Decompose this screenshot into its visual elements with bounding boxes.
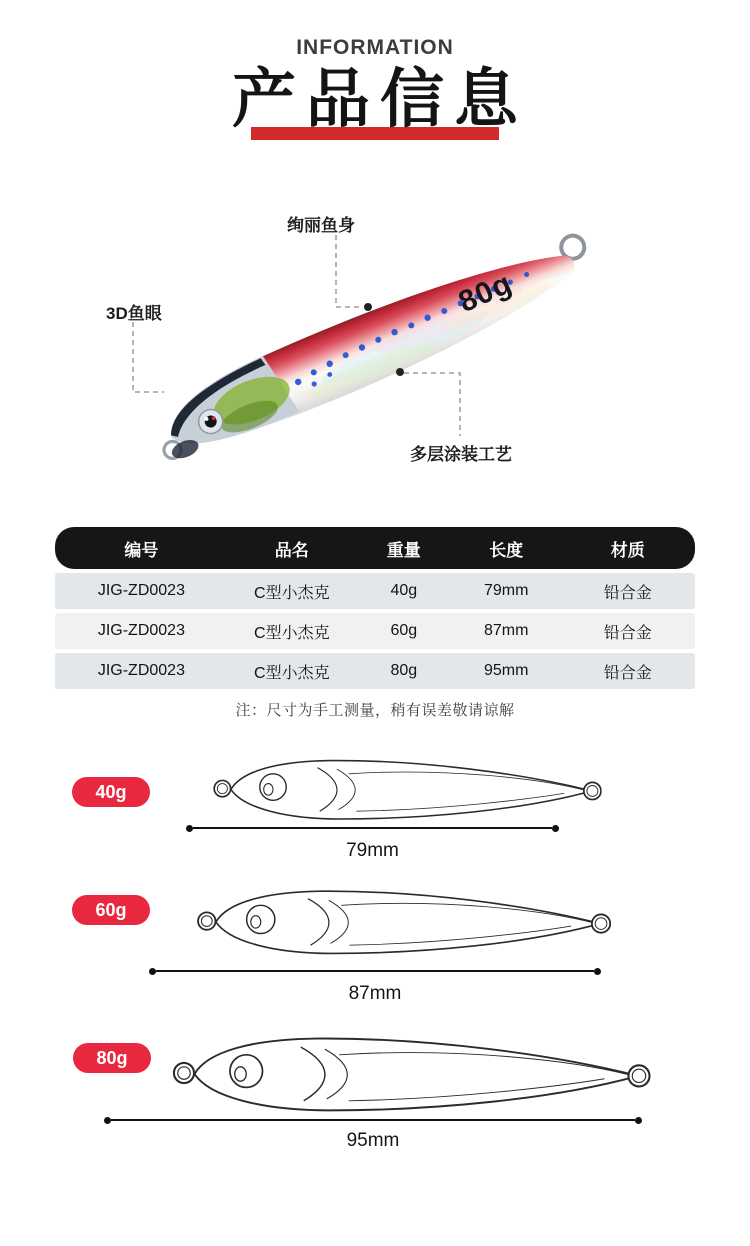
column-header-name: 品名: [274, 540, 309, 560]
cell-material: 铅合金: [603, 584, 652, 602]
cell-model: JIG-ZD0023: [97, 622, 185, 639]
column-header-material: 材质: [610, 540, 645, 560]
page-title: 产品信息: [232, 63, 528, 135]
section-eyebrow: INFORMATION: [296, 36, 454, 59]
cell-material: 铅合金: [603, 624, 652, 642]
cell-length: 95mm: [483, 662, 529, 679]
measurement-note: 注：尺寸为手工测量，稍有误差敬请谅解: [235, 702, 515, 719]
cell-model: JIG-ZD0023: [97, 662, 185, 679]
dimension-label-80g: 95mm: [346, 1130, 400, 1151]
weight-badge-80g: 80g: [73, 1043, 151, 1073]
cell-length: 87mm: [483, 622, 529, 639]
cell-weight: 40g: [390, 582, 418, 599]
spec-table: [55, 527, 695, 720]
dimension-label-60g: 87mm: [348, 983, 402, 1004]
dimension-line-80g: [104, 1116, 642, 1124]
table-row: [55, 653, 695, 689]
column-header-length: 长度: [489, 540, 524, 560]
column-header-model: 编号: [124, 540, 159, 560]
column-header-weight: 重量: [386, 540, 421, 560]
fish-outline-drawing-80g: [170, 1028, 652, 1119]
cell-name: C型小杰克: [254, 624, 330, 642]
cell-material: 铅合金: [603, 664, 652, 682]
weight-badge-40g: 40g: [72, 777, 150, 807]
page-title-wrap: [0, 60, 750, 144]
cell-length: 79mm: [483, 582, 529, 599]
lure-weight-print: 80g: [453, 266, 518, 319]
cell-name: C型小杰克: [254, 664, 330, 682]
callout-lines: [0, 180, 750, 480]
cell-name: C型小杰克: [254, 584, 330, 602]
weight-badge-60g: 60g: [72, 895, 150, 925]
cell-model: JIG-ZD0023: [97, 582, 185, 599]
cell-weight: 80g: [390, 662, 418, 679]
fish-outline-drawing-40g: [212, 752, 602, 826]
dimension-line-60g: [149, 967, 601, 975]
callout-label-coating: 多层涂装工艺: [410, 445, 512, 464]
callout-label-eye: 3D鱼眼: [106, 304, 162, 323]
cell-weight: 60g: [390, 622, 418, 639]
dimension-label-40g: 79mm: [346, 840, 399, 861]
table-row: [55, 573, 695, 609]
product-figure: [0, 180, 750, 480]
dimension-line-40g: [186, 824, 559, 832]
table-row: [55, 613, 695, 649]
fish-outline-drawing-60g: [196, 882, 611, 961]
callout-label-body: 绚丽鱼身: [287, 216, 355, 235]
spec-table-header-row: [55, 527, 695, 569]
